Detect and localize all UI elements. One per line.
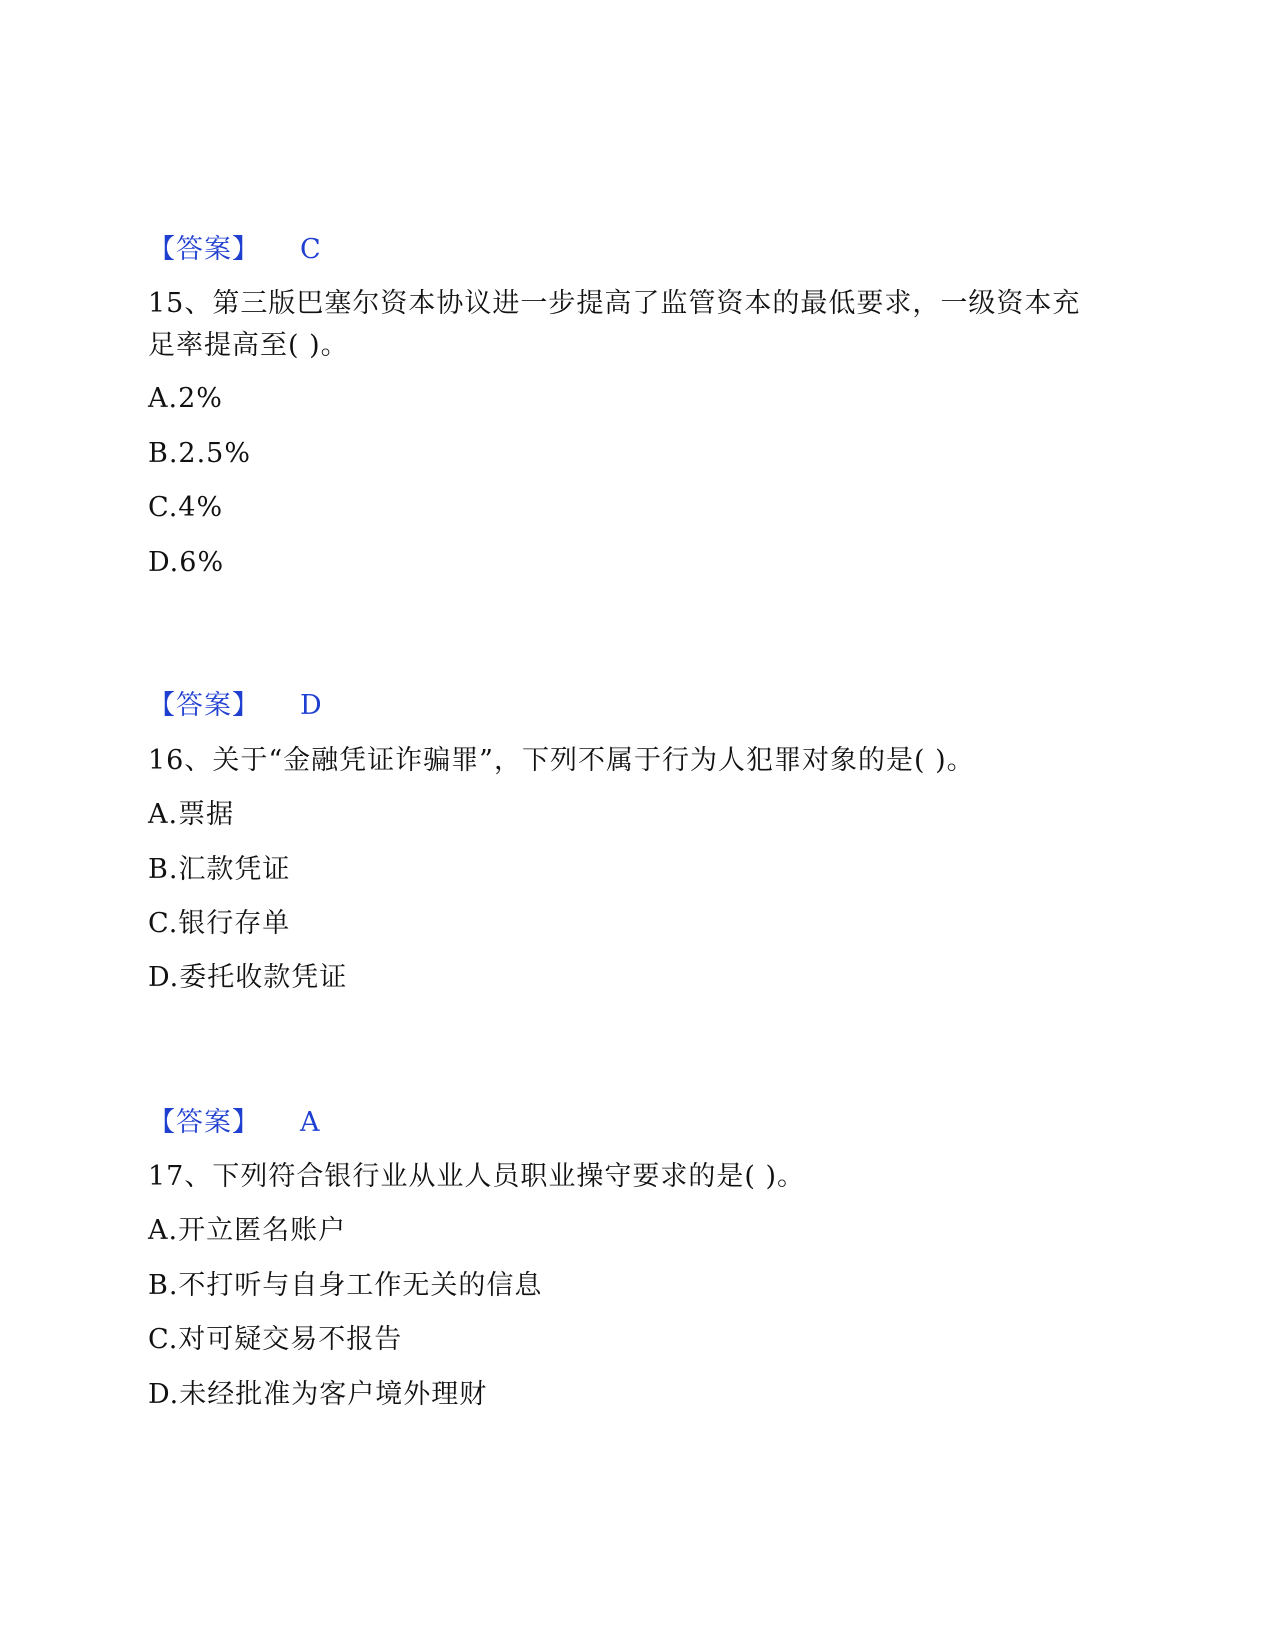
option-d: D.委托收款凭证	[148, 962, 348, 993]
answer-line	[148, 1105, 321, 1141]
question-text: 15、第三版巴塞尔资本协议进一步提高了监管资本的最低要求，一级资本充	[148, 288, 1081, 319]
question-text: 16、关于“金融凭证诈骗罪”，下列不属于行为人犯罪对象的是( )。	[148, 745, 975, 776]
question-text: 足率提高至( )。	[148, 330, 349, 361]
option-b: B.不打听与自身工作无关的信息	[148, 1270, 543, 1301]
question-text: 17、下列符合银行业从业人员职业操守要求的是( )。	[148, 1161, 806, 1192]
answer-line	[148, 688, 323, 724]
option-d: D.未经批准为客户境外理财	[148, 1379, 488, 1410]
answer-value: C	[300, 234, 322, 265]
answer-label: 【答案】	[148, 690, 260, 721]
answer-label: 【答案】	[148, 234, 260, 265]
option-d: D.6%	[148, 547, 225, 578]
answer-label: 【答案】	[148, 1107, 260, 1138]
option-b: B.2.5%	[148, 438, 252, 469]
option-b: B.汇款凭证	[148, 854, 291, 885]
option-c: C.银行存单	[148, 908, 291, 939]
option-c: C.4%	[148, 492, 224, 523]
option-a: A.2%	[148, 383, 223, 414]
option-a: A.票据	[148, 799, 235, 830]
option-c: C.对可疑交易不报告	[148, 1324, 403, 1355]
option-a: A.开立匿名账户	[148, 1215, 347, 1246]
answer-value: A	[300, 1107, 321, 1138]
answer-value: D	[300, 690, 323, 721]
answer-line	[148, 232, 322, 268]
